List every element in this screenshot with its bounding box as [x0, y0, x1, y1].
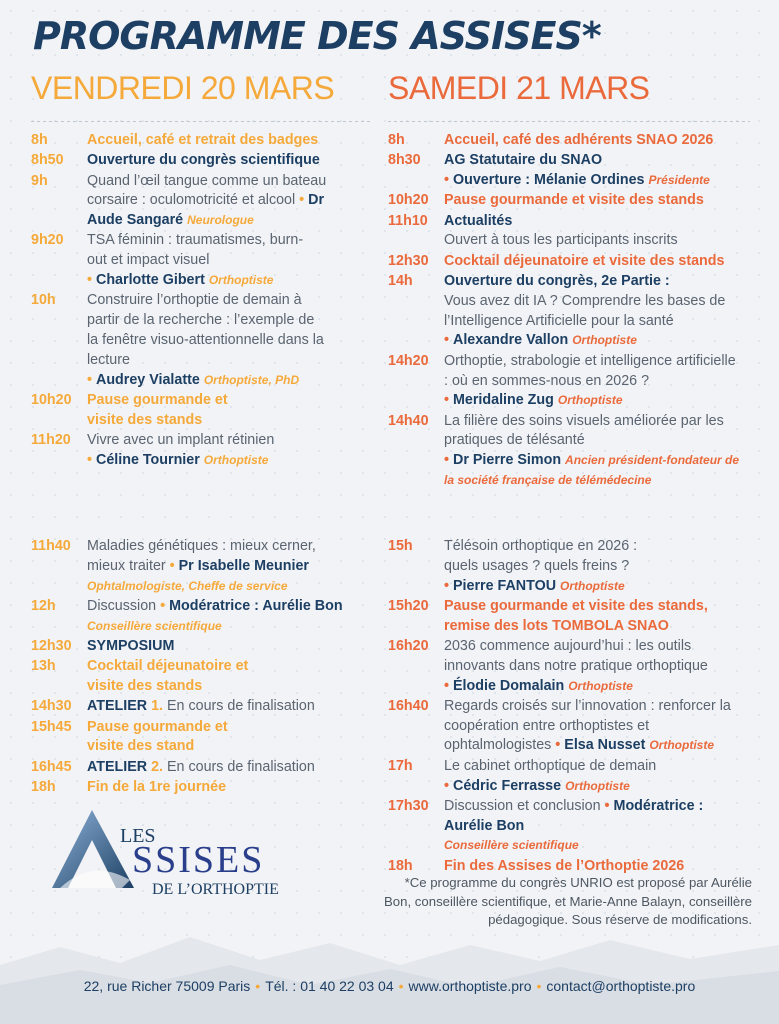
schedule-row: [31, 391, 391, 431]
session-title: En cours de finalisation: [167, 758, 315, 775]
session-title: Pause gourmande et visite des stands, remise des lots TOMBOLA SNAO: [444, 597, 708, 634]
speaker-role: Orthoptiste, PhD: [203, 372, 300, 387]
time-label: 15h: [388, 538, 413, 554]
schedule-row: [388, 212, 748, 252]
schedule-row: [31, 131, 391, 151]
speaker-name: Céline Tournier: [96, 451, 200, 468]
divider-friday: [31, 121, 371, 122]
session-title: Pause gourmande et visite des stand: [87, 718, 228, 755]
schedule-row: 14h40 La filière des soins visuels améliorée par les pratiques de télésanté • Dr Pierre Simon Ancien président-fondateur de la société française de télémédecine: [388, 412, 748, 491]
speaker-role: Orthoptiste: [560, 578, 625, 593]
speaker-name: Dr Aude Sangaré: [87, 192, 325, 229]
session-title: Actualités: [444, 212, 513, 229]
schedule-row: 17h30 Discussion et conclusion • Modératrice : Aurélie Bon Conseillère scientifique: [388, 797, 748, 856]
schedule-row: 12h Discussion • Modératrice : Aurélie Bon Conseillère scientifique: [31, 597, 391, 637]
schedule-row: 8h30 AG Statutaire du SNAO • Ouverture : Mélanie Ordines Présidente: [388, 151, 748, 191]
schedule-saturday-morning: [388, 131, 748, 491]
time-label: 14h30: [31, 698, 72, 715]
speaker-name: Modératrice : Aurélie Bon: [169, 597, 343, 614]
time-label: 15h20: [388, 597, 429, 614]
speaker-role: Conseillère scientifique: [444, 838, 579, 853]
schedule-row: [388, 597, 748, 637]
schedule-row: 16h40 Regards croisés sur l’innovation : renforcer la coopération entre orthoptistes et ophtalmologistes • Elsa Nusset Orthoptiste: [388, 697, 748, 756]
time-label: 8h30: [388, 152, 421, 169]
time-label: 12h30: [388, 252, 429, 269]
schedule-row: [388, 191, 748, 211]
schedule-row: 9h20 TSA féminin : traumatismes, burn-out et impact visuel • Charlotte Gibert Orthoptiste: [31, 231, 391, 290]
session-title: Accueil, café des adhérents SNAO 2026: [444, 132, 714, 148]
time-label: 16h40: [388, 697, 429, 714]
session-title: Le cabinet orthoptique de demain: [444, 757, 657, 774]
speaker-name: Elsa Nusset: [564, 737, 646, 754]
logo-subtitle: DE L’ORTHOPTIE: [152, 881, 279, 898]
session-title: Accueil, café et retrait des badges: [87, 132, 319, 148]
speaker-role: Orthoptiste: [649, 738, 714, 753]
session-subtitle: Ouvert à tous les participants inscrits: [444, 232, 678, 249]
schedule-row: [31, 657, 391, 697]
session-title: Pause gourmande et visite des stands: [444, 192, 704, 209]
speaker-role: Orthoptiste: [568, 678, 633, 693]
time-label: 17h: [388, 757, 413, 774]
footer-contact: 22, rue Richer 75009 Paris • Tél. : 01 40 22 03 04 • www.orthoptiste.pro • contact@orthoptiste.pro: [83, 978, 696, 994]
speaker-role: Orthoptiste: [565, 778, 630, 793]
session-title: Vivre avec un implant rétinien: [87, 431, 275, 448]
schedule-friday-morning: [31, 131, 391, 471]
speaker-name: Élodie Domalain: [453, 677, 565, 694]
day-heading-saturday: SAMEDI 21 MARS: [388, 70, 650, 106]
speaker-name: Pierre FANTOU: [453, 577, 557, 594]
footer-email-link[interactable]: contact@orthoptiste.pro: [546, 978, 696, 994]
speaker-role: Ophtalmologiste, Cheffe de service: [87, 578, 288, 593]
speaker-name: Ouverture : Mélanie Ordines: [453, 172, 645, 189]
session-title: Télésoin orthoptique en 2026 : quels usages ? quels freins ?: [444, 538, 638, 574]
session-title: Pause gourmande et visite des stands: [87, 391, 228, 428]
schedule-row: 16h20 2036 commence aujourd’hui : les outils innovants dans notre pratique orthoptique • Élodie Domalain Orthoptiste: [388, 637, 748, 696]
time-label: 8h: [31, 132, 48, 148]
schedule-row: 17h Le cabinet orthoptique de demain • Cédric Ferrasse Orthoptiste: [388, 757, 748, 797]
session-title: Orthoptie, strabologie et intelligence artificielle : où en sommes-nous en 2026 ?: [444, 352, 736, 389]
time-label: 15h45: [31, 718, 72, 735]
time-label: 8h: [388, 132, 405, 148]
session-title: Ouverture du congrès, 2e Partie :: [444, 273, 670, 290]
schedule-row: [388, 252, 748, 272]
workshop-number: 2.: [151, 758, 164, 775]
schedule-row: [31, 637, 391, 657]
time-label: 9h20: [31, 232, 64, 249]
speaker-name: Modératrice : Aurélie Bon: [444, 797, 704, 834]
speaker-role: Orthoptiste: [572, 333, 637, 348]
speaker-role: Ancien président-fondateur de la société française de télémédecine: [444, 453, 740, 488]
time-label: 14h40: [388, 412, 429, 429]
schedule-row: 14h20 Orthoptie, strabologie et intelligence artificielle : où en sommes-nous en 2026 ? • Meridaline Zug Orthoptiste: [388, 352, 748, 411]
session-title: Discussion et conclusion: [444, 797, 601, 814]
session-subtitle: Vous avez dit IA ? Comprendre les bases de l’Intelligence Artificielle pour la santé: [444, 292, 726, 329]
schedule-row: [31, 151, 391, 171]
time-label: 8h50: [31, 152, 64, 169]
session-title: AG Statutaire du SNAO: [444, 152, 603, 169]
speaker-name: Meridaline Zug: [453, 392, 554, 409]
speaker-role: Orthoptiste: [557, 393, 623, 408]
time-label: 13h: [31, 658, 56, 675]
session-title: Regards croisés sur l’innovation : renforcer la coopération entre orthoptistes et ophtalmologistes: [444, 697, 731, 754]
footer-website-link[interactable]: www.orthoptiste.pro: [408, 978, 532, 994]
speaker-role: Neurologue: [187, 213, 254, 228]
speaker-role: Orthoptiste: [203, 452, 269, 467]
schedule-saturday-afternoon: [388, 537, 748, 877]
time-label: 12h30: [31, 637, 72, 654]
logo-assises: SSISES: [132, 839, 265, 881]
speaker-name: Cédric Ferrasse: [453, 777, 562, 794]
session-title: En cours de finalisation: [167, 698, 315, 715]
schedule-row: 11h40 Maladies génétiques : mieux cerner, mieux traiter • Pr Isabelle Meunier Ophtalmologiste, Cheffe de service: [31, 537, 391, 596]
session-title: Discussion: [87, 597, 157, 614]
workshop-label: ATELIER: [87, 758, 148, 775]
speaker-role: Présidente: [648, 173, 710, 188]
time-label: 9h: [31, 172, 48, 189]
speaker-role: Conseillère scientifique: [87, 618, 222, 633]
logo-les: LES: [120, 825, 156, 847]
time-label: 11h20: [31, 431, 71, 448]
schedule-row: 14h Ouverture du congrès, 2e Partie : Vous avez dit IA ? Comprendre les bases de l’Intelligence Artificielle pour la santé • Alexandre Vallon Orthoptiste: [388, 272, 748, 351]
session-title: Maladies génétiques : mieux cerner, mieux traiter: [87, 538, 316, 574]
speaker-name: Charlotte Gibert: [96, 272, 205, 289]
schedule-row: 11h20 Vivre avec un implant rétinien • Céline Tournier Orthoptiste: [31, 431, 391, 471]
workshop-label: ATELIER: [87, 698, 148, 715]
session-title: SYMPOSIUM: [87, 637, 175, 654]
time-label: 11h40: [31, 538, 71, 554]
schedule-friday-afternoon: [31, 537, 391, 798]
page-title: PROGRAMME DES ASSISES*: [33, 14, 601, 58]
schedule-row: 15h Télésoin orthoptique en 2026 : quels usages ? quels freins ? • Pierre FANTOU Orthoptiste: [388, 537, 748, 596]
time-label: 10h20: [31, 391, 72, 408]
schedule-row: 9h Quand l’œil tangue comme un bateau corsaire : oculomotricité et alcool • Dr Aude Sangaré Neurologue: [31, 172, 391, 231]
schedule-row: [31, 718, 391, 758]
session-title: Cocktail déjeunatoire et visite des stands: [87, 658, 249, 695]
speaker-name: Dr Pierre Simon: [453, 452, 562, 469]
session-title: Cocktail déjeunatoire et visite des stands: [444, 252, 725, 269]
session-title: 2036 commence aujourd’hui : les outils innovants dans notre pratique orthoptique: [444, 637, 708, 674]
time-label: 10h20: [388, 192, 429, 209]
logo-mark-icon: [52, 810, 332, 900]
workshop-number: 1.: [151, 698, 164, 715]
mountain-background: [0, 925, 779, 1024]
footer-address: 22, rue Richer 75009 Paris: [83, 978, 251, 994]
schedule-row: 10h Construire l’orthoptie de demain à partir de la recherche : l’exemple de la fenêtre visuo-attentionnelle dans la lecture • Audrey Vialatte Orthoptiste, PhD: [31, 291, 391, 390]
session-title: Construire l’orthoptie de demain à partir de la recherche : l’exemple de la fenêtre visuo-attentionnelle dans la lecture: [87, 292, 324, 368]
speaker-name: Audrey Vialatte: [96, 371, 200, 388]
session-title: La filière des soins visuels améliorée par les pratiques de télésanté: [444, 412, 724, 449]
session-title: TSA féminin : traumatismes, burn-out et impact visuel: [87, 232, 304, 269]
schedule-row: [31, 778, 391, 798]
schedule-row: [31, 697, 391, 717]
speaker-name: Pr Isabelle Meunier: [178, 557, 309, 574]
time-label: 16h20: [388, 637, 429, 654]
time-label: 18h: [31, 779, 56, 796]
time-label: 11h10: [388, 212, 428, 229]
session-title: Fin des Assises de l’Orthoptie 2026: [444, 857, 685, 874]
session-title: Quand l’œil tangue comme un bateau corsaire : oculomotricité et alcool: [87, 172, 327, 209]
time-label: 18h: [388, 857, 413, 874]
footnote: *Ce programme du congrès UNRIO est proposé par Aurélie Bon, conseillère scientifique, et Marie-Anne Balayn, conseillère pédagogique. Sous réserve de modifications.: [384, 875, 752, 928]
schedule-row: [388, 131, 748, 151]
schedule-row: [31, 758, 391, 778]
time-label: 14h: [388, 273, 413, 290]
session-title: Ouverture du congrès scientifique: [87, 152, 320, 169]
speaker-role: Orthoptiste: [208, 273, 274, 288]
speaker-name: Alexandre Vallon: [453, 332, 569, 349]
divider-saturday: [388, 121, 750, 122]
session-title: Fin de la 1re journée: [87, 779, 227, 796]
footer-phone: Tél. : 01 40 22 03 04: [265, 978, 394, 994]
time-label: 10h: [31, 292, 56, 309]
time-label: 12h: [31, 597, 56, 614]
time-label: 14h20: [388, 352, 429, 369]
assises-logo: [52, 810, 332, 900]
day-heading-friday: VENDREDI 20 MARS: [31, 70, 335, 106]
time-label: 16h45: [31, 758, 72, 775]
time-label: 17h30: [388, 797, 429, 814]
